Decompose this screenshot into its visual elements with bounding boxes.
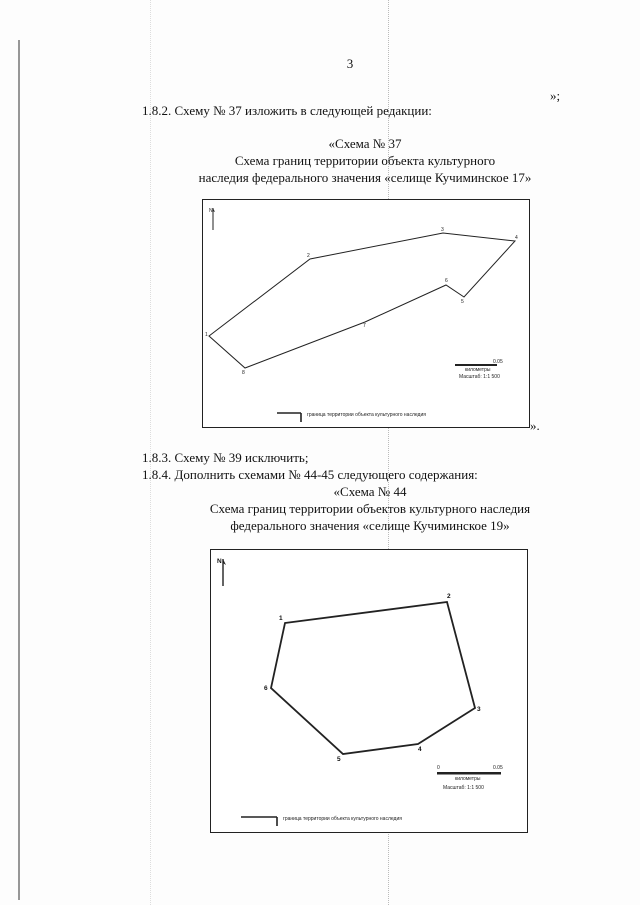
scale-value: 0.05 xyxy=(493,765,503,771)
point-label: 7 xyxy=(363,323,366,329)
item-1-8-4: 1.8.4. Дополнить схемами № 44-45 следующего содержания: xyxy=(142,467,478,482)
legend-text: граница территории объекта культурного наследия xyxy=(283,816,402,822)
scheme44-title: «Схема № 44 xyxy=(333,484,407,499)
scheme37-caption-line2: наследия федерального значения «селище Кучиминское 17» xyxy=(198,170,532,185)
point-label: 4 xyxy=(515,235,518,241)
scheme37-closing: ». xyxy=(530,418,540,433)
north-label: N xyxy=(209,208,213,214)
closing-quote-top: »; xyxy=(550,88,561,103)
scale-zero: 0 xyxy=(437,765,440,771)
point-label: 2 xyxy=(447,593,451,600)
legend xyxy=(241,816,402,826)
scheme37-map xyxy=(202,199,530,428)
scheme44-boundary xyxy=(271,602,475,754)
point-label: 3 xyxy=(441,227,444,233)
scale-text: Масштаб: 1:1 500 xyxy=(459,374,500,380)
north-label: N xyxy=(217,558,222,565)
scheme44-map xyxy=(210,549,528,833)
north-arrow xyxy=(209,208,215,230)
item-1-8-2: 1.8.2. Схему № 37 изложить в следующей редакции: xyxy=(142,103,432,118)
scheme44-point-labels xyxy=(264,593,481,763)
scale-bar xyxy=(455,359,503,380)
scheme44-caption-line1: Схема границ территории объектов культурного наследия xyxy=(209,501,531,516)
item-1-8-3: 1.8.3. Схему № 39 исключить; xyxy=(142,450,309,465)
scheme37-boundary xyxy=(209,233,515,368)
page-number: 3 xyxy=(346,56,354,71)
point-label: 5 xyxy=(337,756,341,763)
scale-text: Масштаб: 1:1 500 xyxy=(443,785,484,791)
scale-value: 0.05 xyxy=(493,359,503,365)
legend xyxy=(277,412,426,422)
point-label: 5 xyxy=(461,299,464,305)
scale-unit: километры xyxy=(465,367,491,373)
point-label: 6 xyxy=(264,685,268,692)
scan-edge-shadow xyxy=(18,40,20,900)
point-label: 4 xyxy=(418,746,422,753)
scheme37-caption-line1: Схема границ территории объекта культурного xyxy=(234,153,496,168)
scheme44-caption-line2: федерального значения «селище Кучиминское 19» xyxy=(230,518,510,533)
point-label: 2 xyxy=(307,253,310,259)
scale-unit: километры xyxy=(455,776,481,782)
point-label: 6 xyxy=(445,278,448,284)
point-label: 8 xyxy=(242,370,245,376)
legend-text: граница территории объекта культурного наследия xyxy=(307,412,426,418)
scheme37-title: «Схема № 37 xyxy=(328,136,402,151)
north-arrow xyxy=(217,558,226,586)
point-label: 1 xyxy=(279,615,283,622)
point-label: 1 xyxy=(205,332,208,338)
point-label: 3 xyxy=(477,706,481,713)
scale-bar xyxy=(437,765,503,791)
